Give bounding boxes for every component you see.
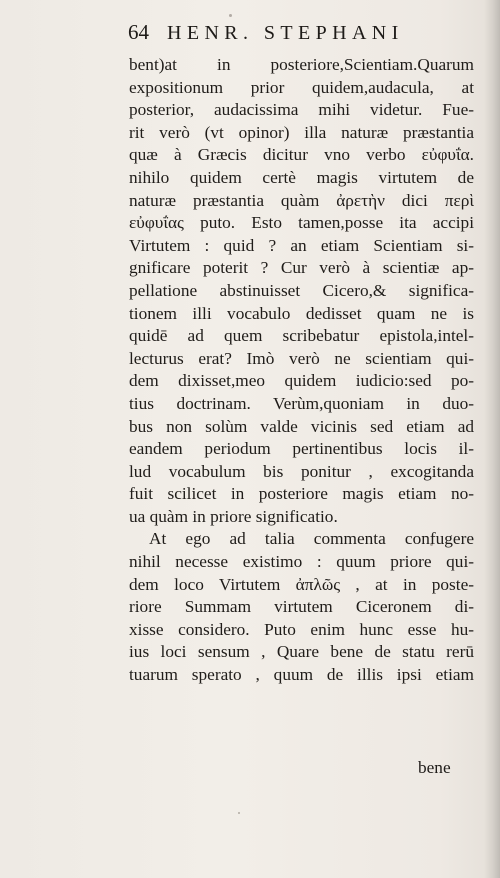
page-number: 64 xyxy=(128,20,149,44)
text-line: bent)at in posteriore,Scientiam.Quarum xyxy=(129,55,474,74)
text-line: nihilo quidem certè magis virtutem de xyxy=(129,167,474,187)
text-line: riore Summam virtutem Ciceronem di- xyxy=(129,597,474,617)
text-line: bus non solùm valde vicinis sed etiam ad xyxy=(129,416,474,436)
text-line: nihil necesse existimo : quum priore qui- xyxy=(129,552,474,572)
text-line: Virtutem : quid ? an etiam Scientiam si- xyxy=(129,235,474,255)
text-line: quidē ad quem scribebatur epistola,intel- xyxy=(129,326,474,346)
text-line: dem loco Virtutem ἀπλῶς , at in poste- xyxy=(129,574,474,594)
text-line: dem dixisset,meo quidem iudicio:sed po- xyxy=(129,371,474,391)
text-line: naturæ præstantia quàm ἀρετὴν dici περὶ xyxy=(129,190,474,210)
text-line: tionem illi vocabulo dedisset quam ne is xyxy=(129,303,474,323)
text-line: ius loci sensum , Quare bene de statu rerū xyxy=(129,642,474,662)
spine-shadow xyxy=(484,0,500,878)
text-line: εὐφυΐας puto. Esto tamen,posse ita accipi xyxy=(129,213,474,233)
catchword: bene xyxy=(418,758,451,777)
page-header xyxy=(128,20,473,52)
text-line: tius doctrinam. Verùm,quoniam in duo- xyxy=(129,393,474,413)
body-text xyxy=(129,54,474,687)
text-line: At ego ad talia commenta confugere xyxy=(149,529,474,549)
text-line: posterior, audacissima mihi videtur. Fue- xyxy=(129,100,474,120)
paper-speck xyxy=(430,543,433,546)
text-line: ua quàm in priore significatio. xyxy=(129,506,338,526)
text-line: lecturus erat? Imò verò ne scientiam qui- xyxy=(129,348,474,368)
text-line: rit verò (vt opinor) illa naturæ præstantia xyxy=(129,122,474,142)
text-line: tuarum sperato , quum de illis ipsi etiam xyxy=(129,665,474,685)
paper-speck xyxy=(229,14,232,17)
text-line: fuit scilicet in posteriore magis etiam no- xyxy=(129,484,474,504)
text-line: eandem periodum pertinentibus locis il- xyxy=(129,439,474,459)
paper-speck xyxy=(238,812,240,814)
running-head: HENR. STEPHANI xyxy=(167,22,404,44)
text-line: xisse considero. Puto enim hunc esse hu- xyxy=(129,619,474,639)
text-line: quæ à Græcis dicitur vno verbo εὐφυΐα. xyxy=(129,145,474,165)
text-line: lud vocabulum bis ponitur , excogitanda xyxy=(129,461,474,481)
text-line: gnificare poterit ? Cur verò à scientiæ ap- xyxy=(129,258,474,278)
text-line: expositionum prior quidem,audacula, at xyxy=(129,77,474,97)
text-line: pellatione abstinuisset Cicero,& significa- xyxy=(129,280,474,300)
